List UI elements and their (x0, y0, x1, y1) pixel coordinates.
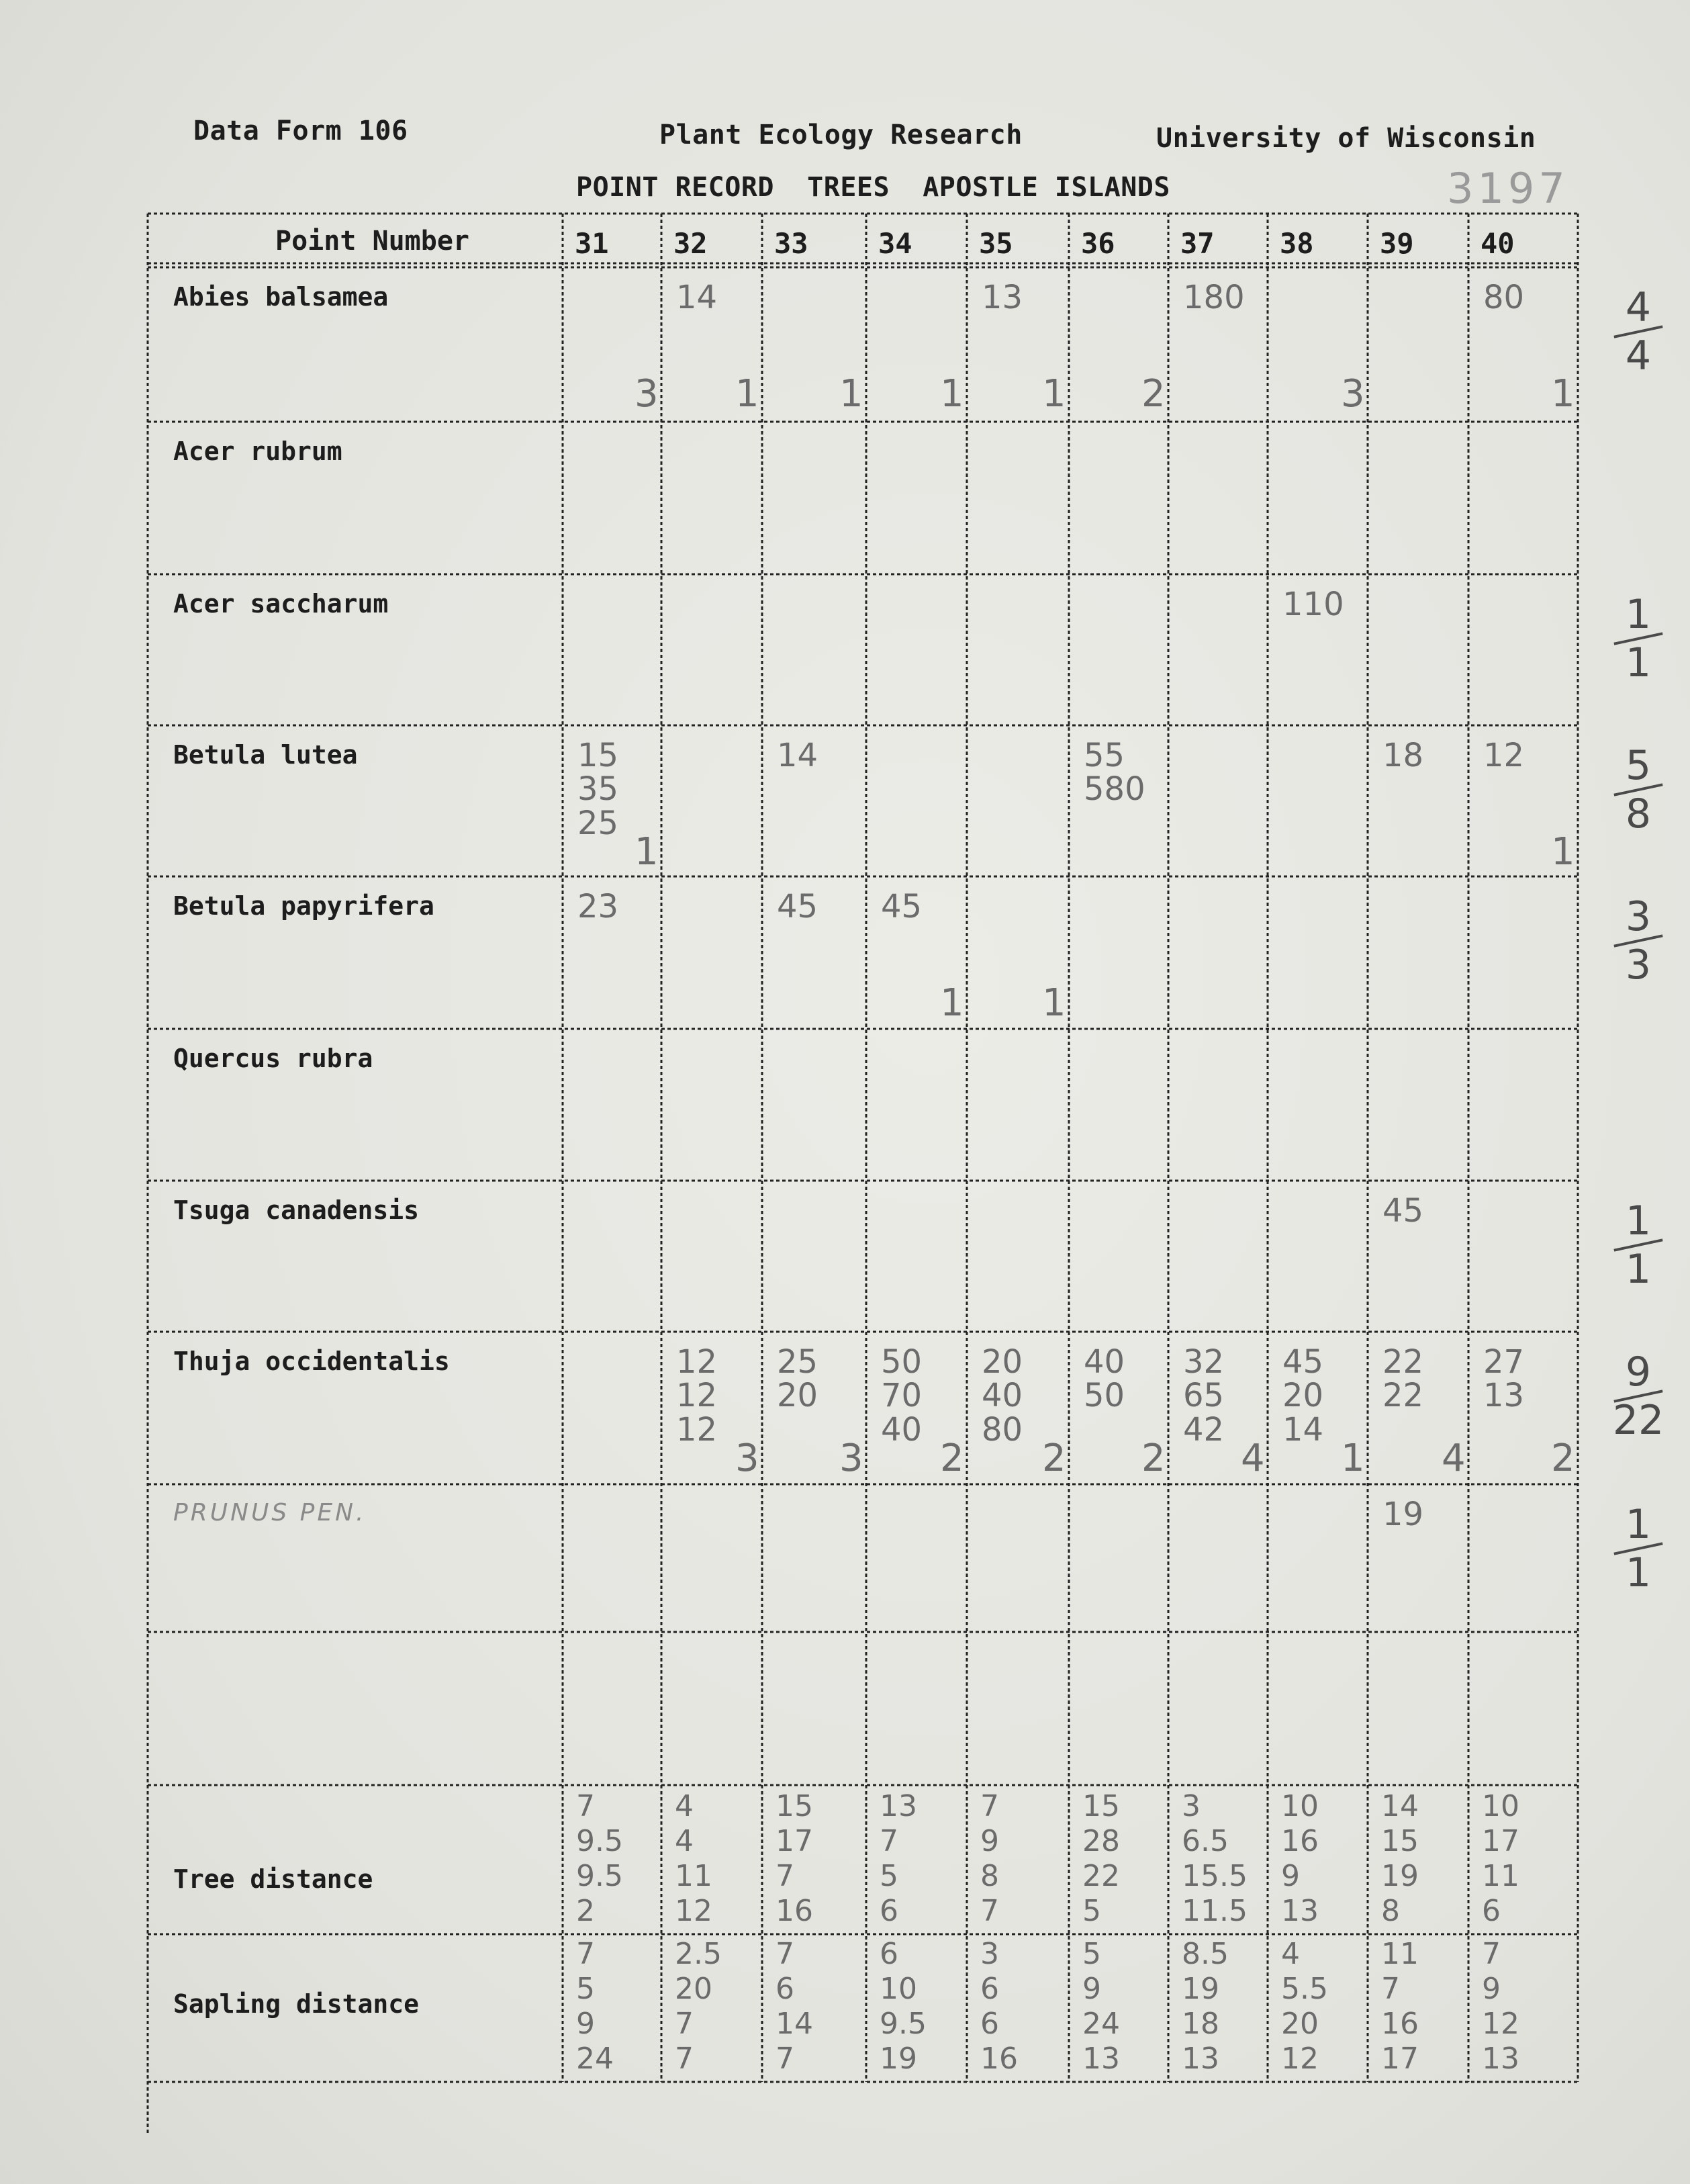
diameter-value: 14 (676, 279, 718, 316)
sapling-distance-value: 2.5 20 7 7 (675, 1937, 722, 2076)
count-value: 2 (1141, 372, 1166, 416)
count-value: 1 (1042, 372, 1066, 416)
sapling-distance-value: 6 10 9.5 19 (880, 1937, 927, 2076)
diameter-value: 18 (1382, 737, 1424, 774)
point-number: 37 (1180, 227, 1215, 260)
point-number: 34 (878, 227, 912, 260)
point-number: 32 (673, 227, 708, 260)
species-name: Betula papyrifera (173, 891, 434, 921)
tally-denominator: 4 (1625, 332, 1652, 379)
diameter-value: 23 (577, 888, 619, 925)
species-name: Betula lutea (173, 740, 358, 770)
tree-distance-value: 7 9 8 7 (980, 1789, 999, 1928)
count-value: 2 (1042, 1437, 1066, 1480)
tree-distance-value: 4 4 11 12 (675, 1789, 712, 1928)
tally-denominator: 8 (1625, 790, 1652, 837)
tally-denominator: 1 (1625, 639, 1652, 686)
sapling-distance-value: 11 7 16 17 (1381, 1937, 1419, 2076)
program-name: Plant Ecology Research (659, 120, 1023, 150)
diameter-value: 25 20 (777, 1343, 818, 1415)
tree-distance-value: 10 17 11 6 (1482, 1789, 1519, 1928)
count-value: 3 (735, 1437, 759, 1480)
sapling-distance-label: Sapling distance (173, 1989, 420, 2019)
tally-denominator: 1 (1625, 1549, 1652, 1596)
count-value: 1 (1341, 1437, 1365, 1480)
species-name: PRUNUS PEN. (173, 1499, 367, 1527)
diameter-value: 22 22 (1382, 1343, 1424, 1415)
count-value: 1 (1042, 981, 1066, 1025)
tally-denominator: 22 (1612, 1397, 1664, 1444)
count-value: 3 (839, 1437, 863, 1480)
tally-denominator: 1 (1625, 1246, 1652, 1293)
diameter-value: 110 (1282, 586, 1344, 623)
point-number: 33 (774, 227, 808, 260)
count-value: 1 (940, 981, 964, 1025)
sapling-distance-value: 5 9 24 13 (1082, 1937, 1120, 2076)
count-value: 1 (940, 372, 964, 416)
diameter-value: 80 (1483, 279, 1525, 316)
tally-numerator: 1 (1625, 1197, 1652, 1244)
tree-distance-value: 13 7 5 6 (880, 1789, 917, 1928)
count-value: 3 (635, 372, 659, 416)
species-name: Abies balsamea (173, 282, 389, 312)
sapling-distance-value: 7 9 12 13 (1482, 1937, 1519, 2076)
diameter-value: 19 (1382, 1496, 1424, 1533)
count-value: 1 (1551, 830, 1575, 874)
sheet-number: 3197 (1447, 164, 1569, 213)
institution-name: University of Wisconsin (1156, 123, 1536, 154)
count-value: 1 (1551, 372, 1575, 416)
sapling-distance-value: 8.5 19 18 13 (1182, 1937, 1229, 2076)
point-number: 39 (1380, 227, 1414, 260)
species-name: Tsuga canadensis (173, 1195, 420, 1225)
diameter-value: 45 (1382, 1192, 1424, 1230)
form-title: POINT RECORD TREES APOSTLE ISLANDS (576, 172, 1170, 203)
diameter-value: 20 40 80 (982, 1343, 1023, 1449)
diameter-value: 45 20 14 (1282, 1343, 1324, 1449)
tally-numerator: 5 (1625, 742, 1652, 789)
diameter-value: 32 65 42 (1183, 1343, 1225, 1449)
diameter-value: 14 (777, 737, 818, 774)
sapling-distance-value: 3 6 6 16 (980, 1937, 1018, 2076)
sapling-distance-value: 7 6 14 7 (776, 1937, 813, 2076)
diameter-value: 40 50 (1084, 1343, 1125, 1415)
tally-numerator: 3 (1625, 893, 1652, 940)
count-value: 3 (1341, 372, 1365, 416)
point-number-label: Point Number (275, 226, 469, 257)
species-name: Acer saccharum (173, 589, 389, 619)
diameter-value: 45 (881, 888, 923, 925)
tree-distance-label: Tree distance (173, 1864, 373, 1894)
tally-fraction (1601, 284, 1675, 379)
diameter-value: 50 70 40 (881, 1343, 923, 1449)
diameter-value: 27 13 (1483, 1343, 1525, 1415)
diameter-value: 12 (1483, 737, 1525, 774)
count-value: 4 (1442, 1437, 1466, 1480)
tree-distance-value: 15 17 7 16 (776, 1789, 813, 1928)
count-value: 2 (940, 1437, 964, 1480)
species-name: Acer rubrum (173, 437, 342, 466)
tally-numerator: 4 (1625, 284, 1652, 331)
diameter-value: 55 580 (1084, 737, 1145, 809)
count-value: 1 (735, 372, 759, 416)
diameter-value: 180 (1183, 279, 1245, 316)
sapling-distance-value: 7 5 9 24 (576, 1937, 614, 2076)
tree-distance-value: 14 15 19 8 (1381, 1789, 1419, 1928)
point-number: 35 (979, 227, 1013, 260)
tree-distance-value: 3 6.5 15.5 11.5 (1182, 1789, 1248, 1928)
diameter-value: 12 12 12 (676, 1343, 718, 1449)
tally-numerator: 1 (1625, 1501, 1652, 1548)
tally-numerator: 1 (1625, 591, 1652, 638)
form-name: Data Form 106 (193, 116, 408, 146)
count-value: 2 (1141, 1437, 1166, 1480)
count-value: 2 (1551, 1437, 1575, 1480)
sapling-distance-value: 4 5.5 20 12 (1281, 1937, 1328, 2076)
point-number: 40 (1481, 227, 1515, 260)
count-value: 4 (1241, 1437, 1265, 1480)
count-value: 1 (635, 830, 659, 874)
tally-fraction (1601, 1197, 1675, 1293)
species-name: Thuja occidentalis (173, 1347, 450, 1376)
tally-numerator: 9 (1625, 1349, 1652, 1396)
tree-distance-value: 15 28 22 5 (1082, 1789, 1120, 1928)
point-number: 38 (1280, 227, 1314, 260)
tally-fraction (1601, 893, 1675, 989)
tally-fraction (1601, 742, 1675, 837)
tree-distance-value: 10 16 9 13 (1281, 1789, 1319, 1928)
species-name: Quercus rubra (173, 1044, 373, 1073)
diameter-value: 45 (777, 888, 818, 925)
count-value: 1 (839, 372, 863, 416)
tally-fraction (1601, 1349, 1675, 1444)
tally-fraction (1601, 1501, 1675, 1596)
tally-fraction (1601, 591, 1675, 686)
diameter-value: 13 (982, 279, 1023, 316)
point-number: 36 (1081, 227, 1115, 260)
tally-denominator: 3 (1625, 942, 1652, 989)
tree-distance-value: 7 9.5 9.5 2 (576, 1789, 623, 1928)
diameter-value: 15 35 25 (577, 737, 619, 842)
point-number: 31 (575, 227, 609, 260)
